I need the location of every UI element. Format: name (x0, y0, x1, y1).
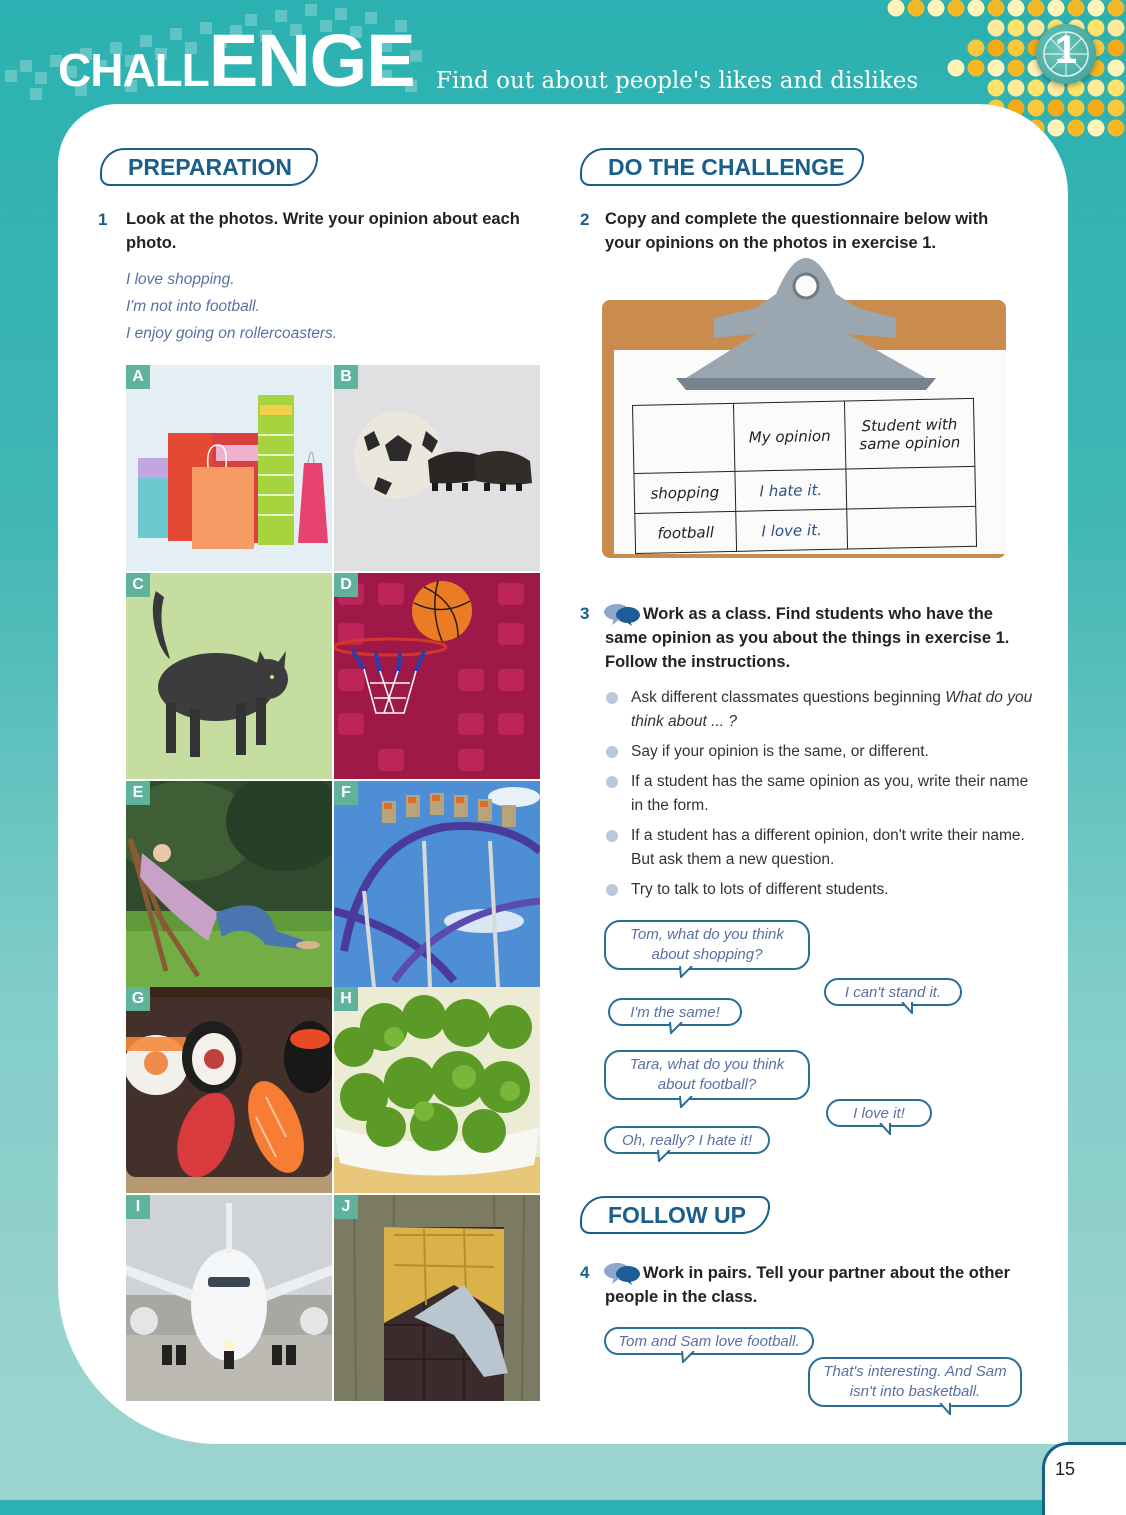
photo-f-rollercoaster (334, 781, 540, 987)
photo-label: F (334, 781, 358, 805)
decorative-dot (1108, 80, 1125, 97)
decorative-dot (948, 60, 965, 77)
speech-bubble (604, 920, 810, 970)
bubble-text: I can't stand it. (844, 984, 942, 1001)
bubble-text: Tom, what do you think about shopping? (630, 926, 784, 963)
photo-label: C (126, 573, 150, 597)
decorative-dot (928, 0, 945, 17)
decorative-dot (1048, 120, 1065, 137)
exercise-2-number: 2 (580, 210, 590, 229)
unit-badge (1036, 24, 1096, 84)
speech-bubble (608, 998, 742, 1026)
table-cell-student (847, 506, 977, 549)
photo-a-shopping-bags (126, 365, 332, 571)
photo-g-sushi (126, 987, 332, 1193)
table-header-cell: My opinion (733, 401, 845, 471)
decorative-dot (888, 0, 905, 17)
unit-number: 1 (1054, 28, 1078, 72)
decorative-dot (1028, 100, 1045, 117)
decorative-dot (1108, 60, 1125, 77)
table-cell-student (846, 466, 976, 509)
speech-bubble (808, 1357, 1022, 1407)
bubble-text: I love it! (853, 1105, 905, 1122)
decorative-dot (1008, 60, 1025, 77)
speech-bubble (824, 978, 962, 1006)
bullet-text: Ask different classmates questions beginning (631, 689, 946, 706)
decorative-dot (1068, 120, 1085, 137)
bullet-text: Try to talk to lots of different students. (631, 881, 889, 898)
decorative-dot (1048, 100, 1065, 117)
photo-label: G (126, 987, 150, 1011)
bubble-text: That's interesting. And Sam isn't into basketball. (823, 1363, 1007, 1400)
bullet-text: If a student has a different opinion, don't write their name. But ask them a new question. (631, 827, 1025, 868)
decorative-dot (1008, 20, 1025, 37)
exercise-4-instruction: Work in pairs. Tell your partner about the other people in the class. (605, 1264, 1011, 1306)
photo-b-football (334, 365, 540, 571)
photo-c-cat (126, 573, 332, 779)
photo-label: B (334, 365, 358, 389)
exercise-3-instruction: Work as a class. Find students who have the same opinion as you about the things in exercise 1. Follow the instructions. (605, 605, 1010, 671)
bubble-text: Tom and Sam love football. (618, 1333, 800, 1350)
section-heading-follow-up: FOLLOW UP (580, 1196, 770, 1234)
bubble-tail (678, 1096, 694, 1108)
table-cell-opinion: I hate it. (735, 469, 847, 511)
table-cell-opinion: I love it. (736, 509, 848, 551)
photo-h-broccoli (334, 987, 540, 1193)
decorative-dot (988, 20, 1005, 37)
table-header-cell: Student with same opinion (844, 398, 974, 469)
decorative-dot (1048, 0, 1065, 17)
list-item (604, 770, 1034, 818)
section-heading-do-the-challenge: DO THE CHALLENGE (580, 148, 864, 186)
decorative-dot (968, 40, 985, 57)
decorative-dot (1088, 100, 1105, 117)
photo-label: D (334, 573, 358, 597)
exercise-1-instruction: Look at the photos. Write your opinion about each photo. (126, 210, 520, 252)
photo-label: A (126, 365, 150, 389)
list-item (604, 686, 1034, 734)
decorative-dot (1088, 0, 1105, 17)
decorative-dot (1108, 40, 1125, 57)
decorative-dot (948, 0, 965, 17)
decorative-dot (1068, 100, 1085, 117)
exercise-1-number: 1 (98, 210, 108, 229)
bullet-text: If a student has the same opinion as you, write their name in the form. (631, 773, 1029, 814)
decorative-dot (1008, 80, 1025, 97)
photo-label: E (126, 781, 150, 805)
bubble-tail (878, 1123, 894, 1135)
speech-bubble (604, 1126, 770, 1154)
exercise-2-instruction: Copy and complete the questionnaire below with your opinions on the photos in exercise 1. (605, 210, 989, 252)
bubble-tail (680, 1351, 696, 1363)
decorative-dot (1068, 0, 1085, 17)
photo-d-basketball (334, 573, 540, 779)
bubble-tail (678, 966, 694, 978)
exercise-1-examples (126, 266, 337, 347)
example-sentence: I love shopping. (126, 271, 235, 288)
bubble-text: Tara, what do you think about football? (629, 1056, 785, 1093)
decorative-dot (1108, 20, 1125, 37)
decorative-dot (968, 60, 985, 77)
page-subtitle: Find out about people's likes and dislikes (436, 68, 919, 94)
page-number-tab (1042, 1442, 1126, 1515)
bubble-text: I'm the same! (630, 1004, 720, 1021)
decorative-dot (988, 40, 1005, 57)
exercise-3-number: 3 (580, 604, 590, 623)
challenge-title (58, 19, 415, 102)
decorative-dot (988, 60, 1005, 77)
decorative-dot (1108, 0, 1125, 17)
decorative-dot (1008, 0, 1025, 17)
list-item (604, 740, 1034, 764)
photo-label: J (334, 1195, 358, 1219)
bubble-tail (900, 1002, 916, 1014)
decorative-dot (908, 0, 925, 17)
page-number: 15 (1055, 1459, 1076, 1479)
table-cell-item: football (635, 511, 737, 553)
bullet-italic-text: What do you think about ... ? (631, 689, 1033, 730)
decorative-dot (1108, 120, 1125, 137)
speech-bubble (604, 1327, 814, 1355)
list-item (604, 824, 1034, 872)
decorative-dot (988, 0, 1005, 17)
title-large-part: ENGE (208, 19, 415, 102)
decorative-dot (968, 0, 985, 17)
bubble-tail (938, 1403, 954, 1415)
section-heading-preparation: PREPARATION (100, 148, 318, 186)
speech-bubble (604, 1050, 810, 1100)
list-item (604, 878, 1034, 902)
instructions-list (604, 686, 1034, 908)
speech-bubble (826, 1099, 932, 1127)
exercise-4-number: 4 (580, 1263, 590, 1282)
photo-e-relaxing (126, 781, 332, 987)
table-header-cell (633, 403, 735, 473)
decorative-dot (1108, 100, 1125, 117)
bullet-text: Say if your opinion is the same, or different. (631, 743, 929, 760)
questionnaire-table (632, 398, 977, 554)
title-small-part: CHALL (58, 44, 209, 96)
bubble-text: Oh, really? I hate it! (621, 1132, 753, 1149)
table-row (635, 506, 977, 553)
bubble-tail (656, 1150, 672, 1162)
photo-label: H (334, 987, 358, 1011)
decorative-dot (1008, 40, 1025, 57)
bubble-tail (668, 1022, 684, 1034)
photo-label: I (126, 1195, 150, 1219)
photo-j-chocolate (334, 1195, 540, 1401)
example-sentence: I enjoy going on rollercoasters. (126, 325, 338, 342)
decorative-dot (988, 80, 1005, 97)
table-cell-item: shopping (634, 471, 736, 513)
example-sentence: I'm not into football. (126, 298, 260, 315)
decorative-dot (1028, 0, 1045, 17)
photo-i-aeroplane (126, 1195, 332, 1401)
decorative-dot (1088, 120, 1105, 137)
